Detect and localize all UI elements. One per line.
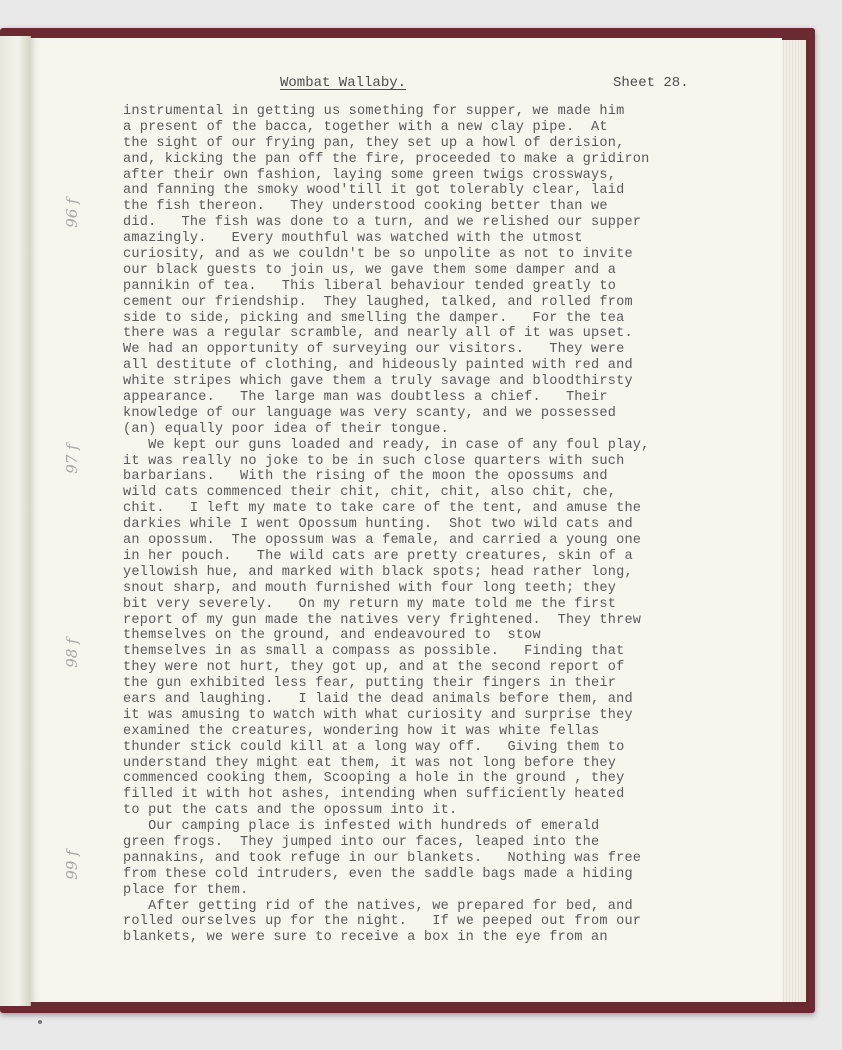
margin-note: 99 f: [63, 850, 81, 880]
text-line: it was amusing to watch with what curiosity and surprise they: [123, 707, 633, 723]
text-line: appearance. The large man was doubtless a chief. Their: [123, 390, 608, 406]
text-line: after their own fashion, laying some green twigs crossways,: [123, 167, 617, 183]
document-title: Wombat Wallaby.: [280, 75, 407, 91]
text-line: understand they might eat them, it was not long before they: [123, 755, 617, 771]
text-line: examined the creatures, wondering how it was white fellas: [123, 723, 600, 739]
text-line: did. The fish was done to a turn, and we relished our supper: [123, 215, 642, 231]
sheet-number: Sheet 28.: [613, 75, 689, 91]
text-line: We had an opportunity of surveying our visitors. They were: [123, 342, 625, 358]
text-line: the sight of our frying pan, they set up a howl of derision,: [123, 135, 625, 151]
text-line: cement our friendship. They laughed, talked, and rolled from: [123, 294, 633, 310]
text-line: they were not hurt, they got up, and at the second report of: [123, 660, 625, 676]
text-line: green frogs. They jumped into our faces, leaped into the: [123, 834, 600, 850]
text-line: side to side, picking and smelling the damper. For the tea: [123, 310, 625, 326]
text-line: filled it with hot ashes, intending when sufficiently heated: [123, 787, 625, 803]
text-line: in her pouch. The wild cats are pretty creatures, skin of a: [123, 548, 633, 564]
text-line: commenced cooking them, Scooping a hole in the ground , they: [123, 771, 625, 787]
text-line: from these cold intruders, even the saddle bags made a hiding: [123, 866, 633, 882]
text-line: bit very severely. On my return my mate told me the first: [123, 596, 617, 612]
text-line: report of my gun made the natives very frightened. They threw: [123, 612, 642, 628]
text-line: pannikin of tea. This liberal behaviour tended greatly to: [123, 278, 617, 294]
text-line: (an) equally poor idea of their tongue.: [123, 421, 449, 437]
text-line: to put the cats and the opossum into it.: [123, 803, 458, 819]
text-line: and, kicking the pan off the fire, proceeded to make a gridiron: [123, 151, 650, 167]
text-line: curiosity, and as we couldn't be so unpolite as not to invite: [123, 247, 633, 263]
text-line: a present of the bacca, together with a new clay pipe. At: [123, 119, 608, 135]
text-line: there was a regular scramble, and nearly all of it was upset.: [123, 326, 633, 342]
page-stack-edge: [778, 40, 806, 1002]
text-line: knowledge of our language was very scanty, and we possessed: [123, 405, 617, 421]
text-line: it was really no joke to be in such close quarters with such: [123, 453, 625, 469]
typed-body-text: [123, 104, 743, 946]
text-line: yellowish hue, and marked with black spots; head rather long,: [123, 564, 633, 580]
text-line: darkies while I went Opossum hunting. Shot two wild cats and: [123, 517, 633, 533]
text-line: pannakins, and took refuge in our blankets. Nothing was free: [123, 850, 642, 866]
text-line: an opossum. The opossum was a female, and carried a young one: [123, 533, 642, 549]
left-page-edge: [0, 36, 31, 1006]
text-line: barbarians. With the rising of the moon the opossums and: [123, 469, 608, 485]
text-line: blankets, we were sure to receive a box in the eye from an: [123, 930, 608, 946]
page-header: [30, 75, 782, 95]
margin-note: 97 f: [63, 444, 81, 474]
text-line: all destitute of clothing, and hideously painted with red and: [123, 358, 633, 374]
text-line: rolled ourselves up for the night. If we peeped out from our: [123, 914, 642, 930]
text-line: themselves in as small a compass as possible. Finding that: [123, 644, 625, 660]
text-line: instrumental in getting us something for supper, we made him: [123, 104, 625, 119]
text-line: our black guests to join us, we gave them some damper and a: [123, 262, 617, 278]
speck: [38, 1020, 42, 1024]
document-page: [30, 38, 782, 1002]
margin-note: 98 f: [63, 638, 81, 668]
text-line: Our camping place is infested with hundreds of emerald: [123, 819, 600, 835]
text-line: the gun exhibited less fear, putting their fingers in their: [123, 676, 617, 692]
text-line: wild cats commenced their chit, chit, chit, also chit, che,: [123, 485, 617, 501]
margin-note: 96 f: [63, 198, 81, 228]
text-line: themselves on the ground, and endeavoured to stow: [123, 628, 541, 644]
text-line: We kept our guns loaded and ready, in case of any foul play,: [123, 437, 650, 453]
text-line: amazingly. Every mouthful was watched with the utmost: [123, 231, 583, 247]
text-line: chit. I left my mate to take care of the tent, and amuse the: [123, 501, 642, 517]
text-line: snout sharp, and mouth furnished with four long teeth; they: [123, 580, 617, 596]
text-line: the fish thereon. They understood cooking better than we: [123, 199, 608, 215]
text-line: thunder stick could kill at a long way off. Giving them to: [123, 739, 625, 755]
text-line: place for them.: [123, 882, 249, 898]
text-line: ears and laughing. I laid the dead animals before them, and: [123, 691, 633, 707]
text-line: white stripes which gave them a truly savage and bloodthirsty: [123, 374, 633, 390]
text-line: and fanning the smoky wood'till it got tolerably clear, laid: [123, 183, 625, 199]
text-line: After getting rid of the natives, we prepared for bed, and: [123, 898, 633, 914]
